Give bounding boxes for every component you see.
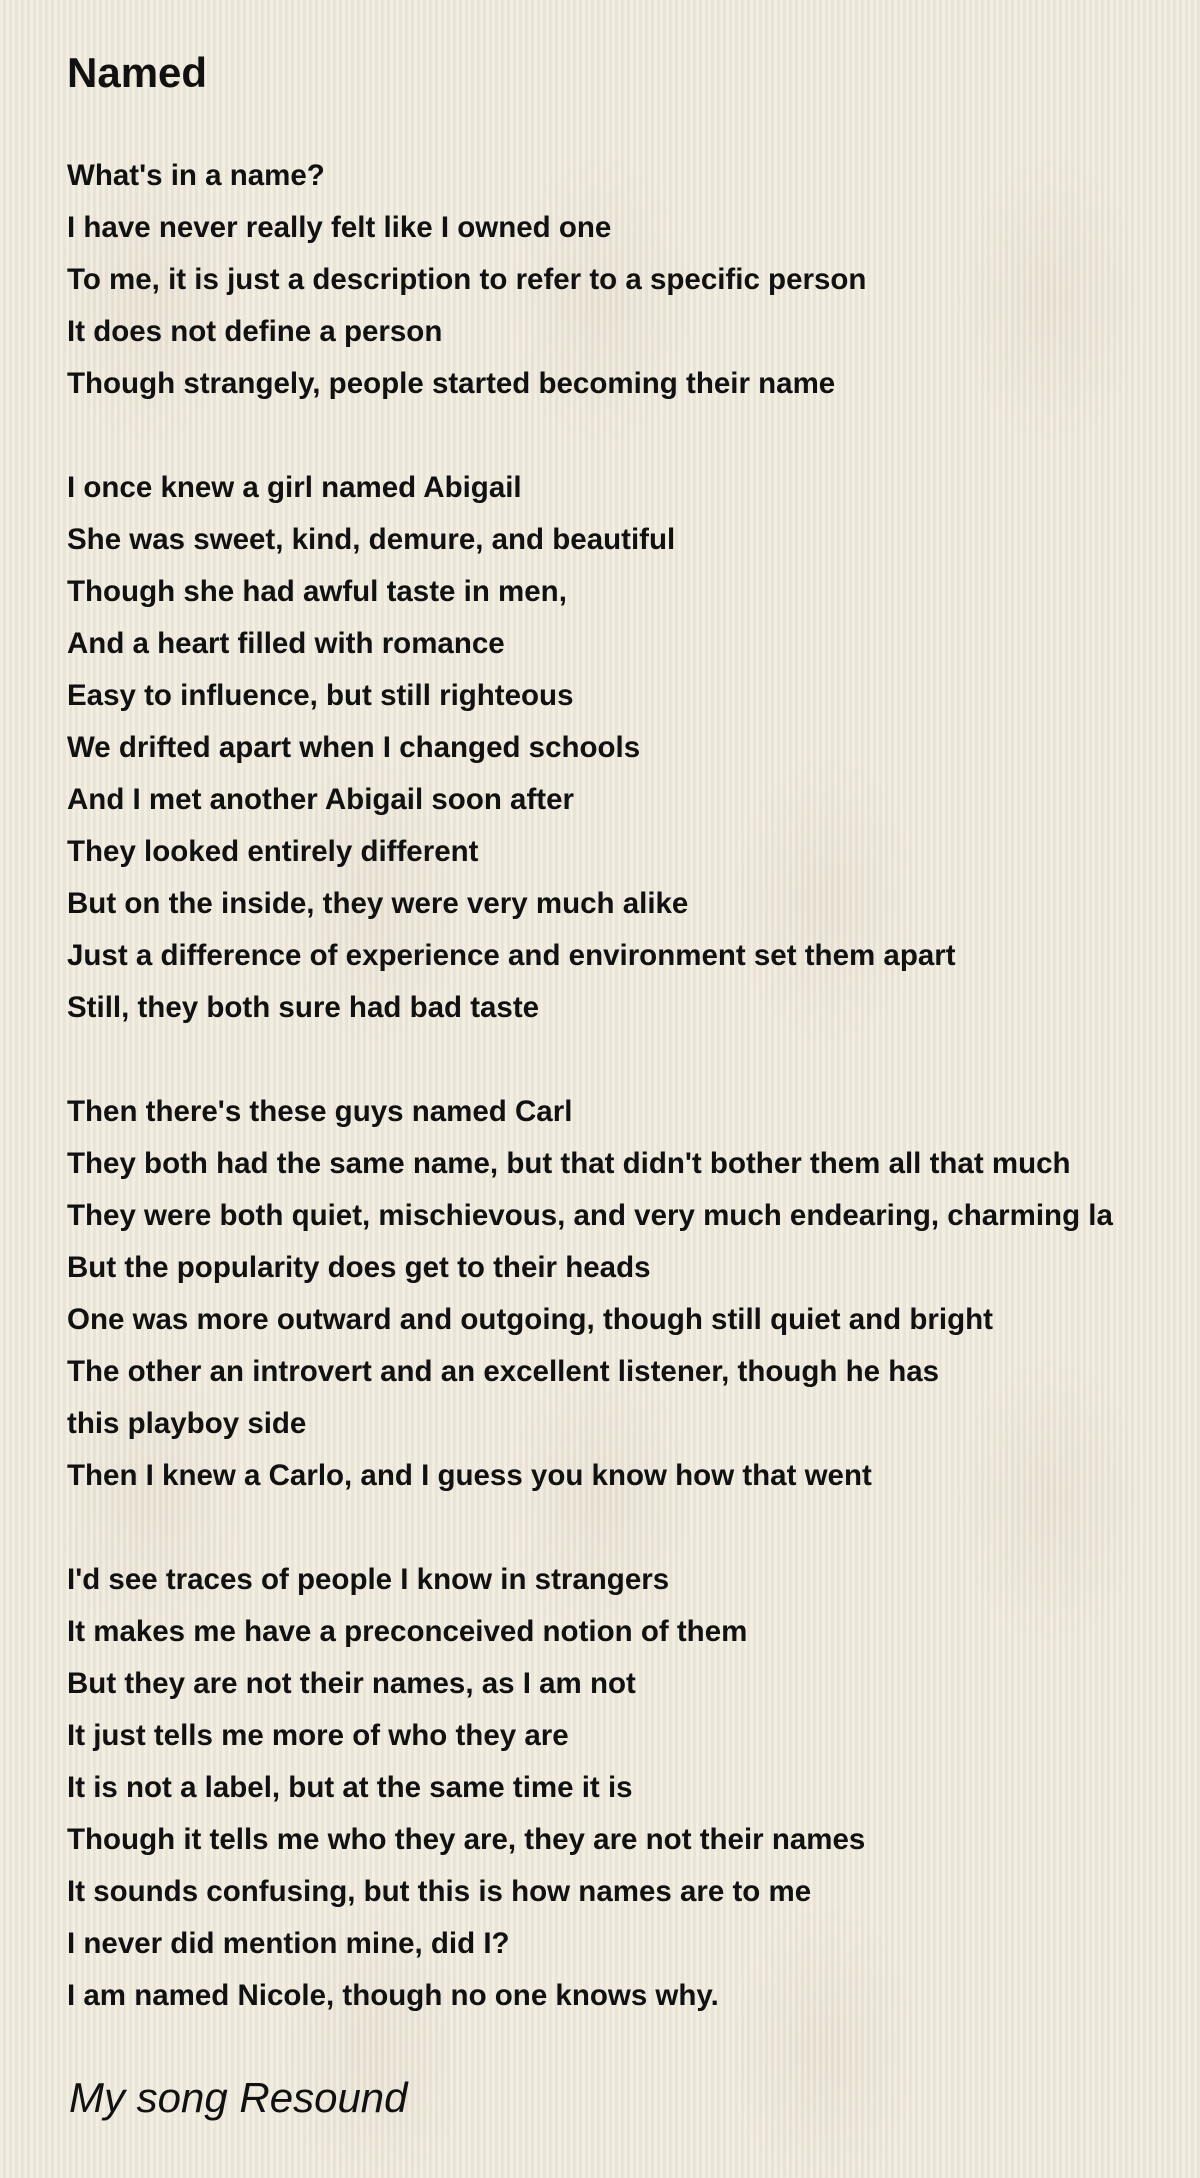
poem-line: They both had the same name, but that didn't bother them all that much: [67, 1147, 1071, 1180]
poem-line: And I met another Abigail soon after: [67, 783, 575, 816]
poem-line: They were both quiet, mischievous, and very much endearing, charming la: [67, 1199, 1113, 1232]
poem-line: The other an introvert and an excellent listener, though he has: [67, 1355, 940, 1388]
poem-line: It sounds confusing, but this is how names are to me: [67, 1875, 812, 1908]
poem-author: My song Resound: [69, 2074, 408, 2121]
poem-line: Still, they both sure had bad taste: [67, 991, 540, 1024]
poem-line: I never did mention mine, did I?: [67, 1927, 510, 1960]
poem-line: this playboy side: [67, 1407, 307, 1440]
stanza-4: [67, 1554, 1200, 2022]
poem-title: Named: [67, 49, 208, 96]
poem-line: It just tells me more of who they are: [67, 1719, 569, 1752]
poem-line: And a heart filled with romance: [67, 627, 505, 660]
stanza-3: [67, 1086, 1200, 1502]
poem-line: What's in a name?: [67, 159, 325, 192]
poem-line: It is not a label, but at the same time it is: [67, 1771, 633, 1804]
poem-line: Though strangely, people started becoming their name: [67, 367, 836, 400]
poem-line: But they are not their names, as I am not: [67, 1667, 636, 1700]
poem-line: Though she had awful taste in men,: [67, 575, 567, 608]
poem-line: But on the inside, they were very much alike: [67, 887, 689, 920]
poem-line: We drifted apart when I changed schools: [67, 731, 641, 764]
poem-line: Easy to influence, but still righteous: [67, 679, 574, 712]
poem-line: But the popularity does get to their heads: [67, 1251, 651, 1284]
poem-line: I am named Nicole, though no one knows why.: [67, 1979, 719, 2012]
stanza-1: [67, 150, 1200, 410]
stanza-2: [67, 462, 1200, 1034]
poem-line: I once knew a girl named Abigail: [67, 471, 522, 504]
poem-line: It makes me have a preconceived notion of them: [67, 1615, 748, 1648]
poem-line: Then I knew a Carlo, and I guess you know how that went: [67, 1459, 872, 1492]
poem-line: She was sweet, kind, demure, and beautiful: [67, 523, 676, 556]
poem-line: One was more outward and outgoing, though still quiet and bright: [67, 1303, 993, 1336]
poem-line: Just a difference of experience and environment set them apart: [67, 939, 956, 972]
poem-line: I have never really felt like I owned one: [67, 211, 612, 244]
poem-line: Then there's these guys named Carl: [67, 1095, 573, 1128]
poem-line: I'd see traces of people I know in strangers: [67, 1563, 670, 1596]
poem-line: To me, it is just a description to refer to a specific person: [67, 263, 867, 296]
poem-line: They looked entirely different: [67, 835, 479, 868]
poem-line: It does not define a person: [67, 315, 443, 348]
poem-body: [67, 150, 1200, 2074]
poem-line: Though it tells me who they are, they are not their names: [67, 1823, 866, 1856]
